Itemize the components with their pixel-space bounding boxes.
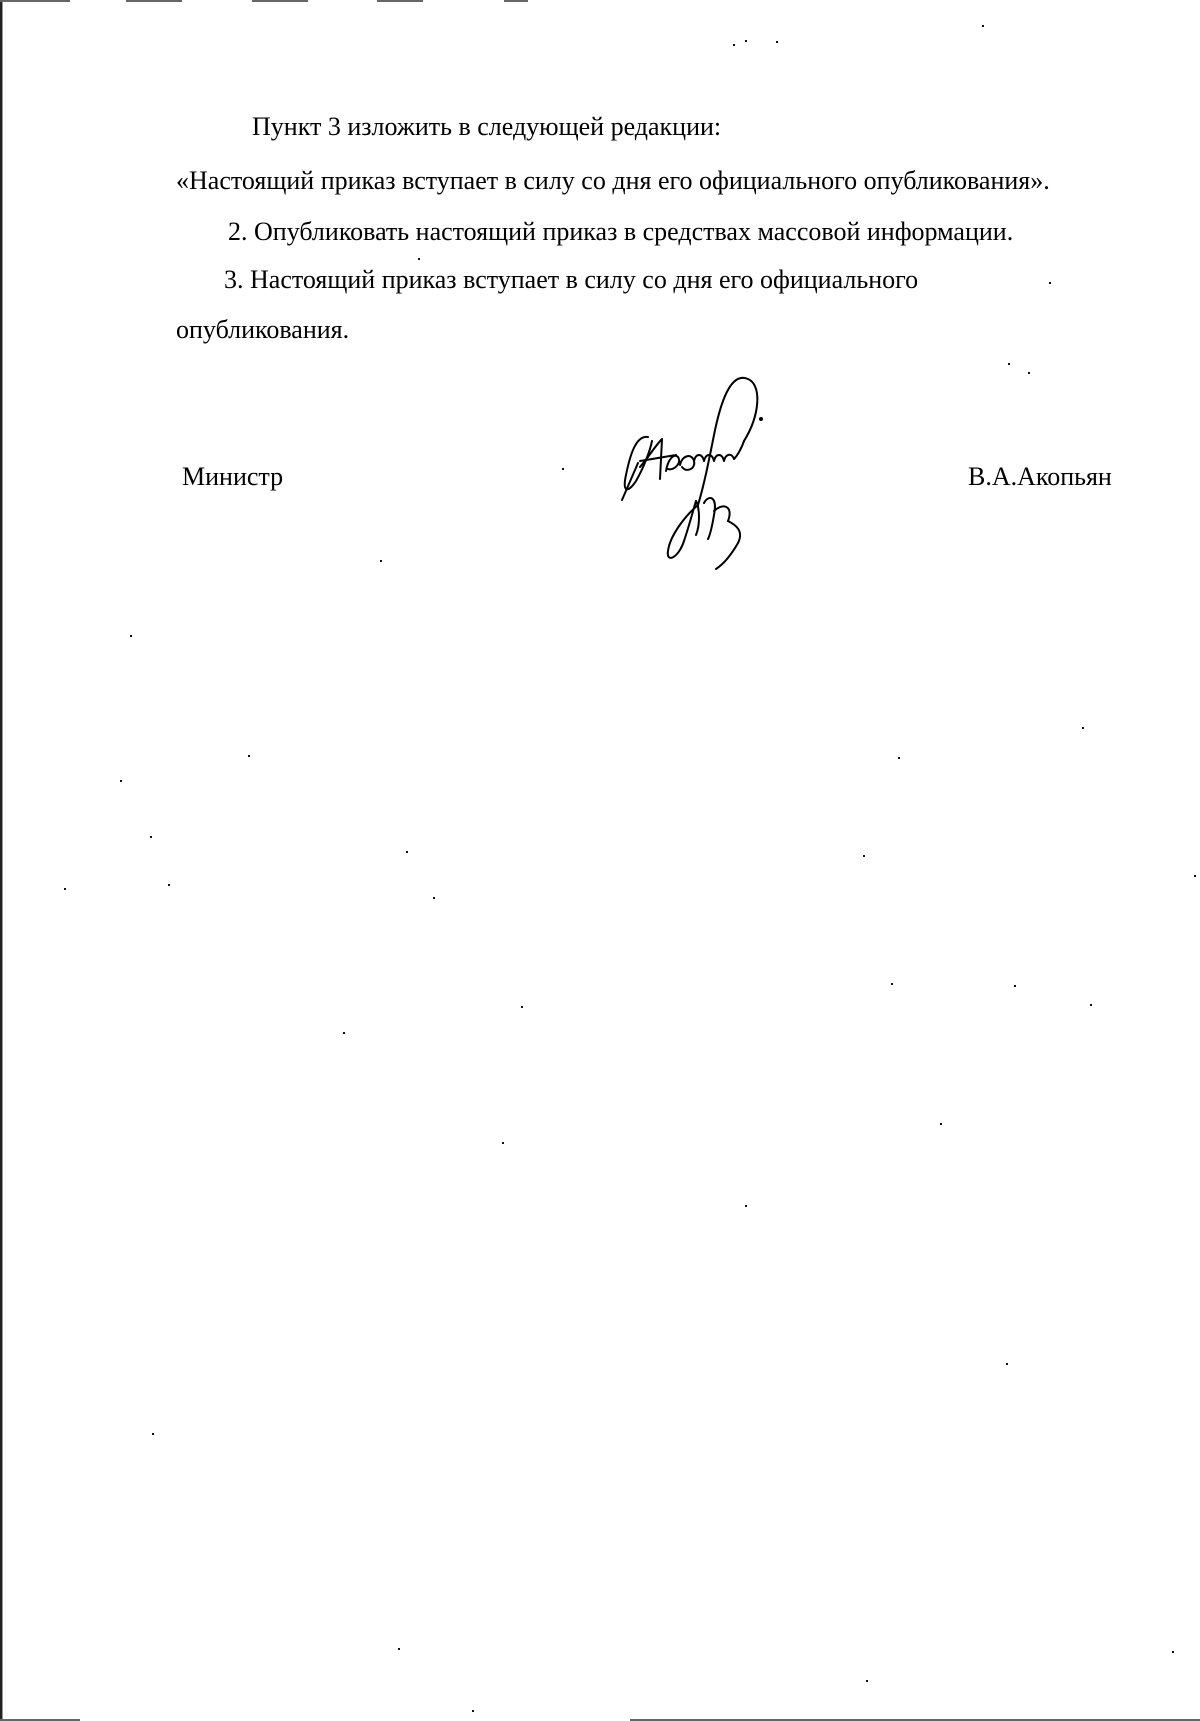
scan-speck xyxy=(898,757,900,759)
scan-speck xyxy=(1082,727,1084,729)
paragraph-amendment-quote: «Настоящий приказ вступает в силу со дня его официального опубликования». xyxy=(176,166,1050,195)
scan-speck xyxy=(168,884,170,886)
scan-speck xyxy=(1028,372,1030,374)
scan-speck xyxy=(745,40,747,42)
scan-artifact-top xyxy=(504,0,528,2)
scan-speck xyxy=(406,851,408,853)
scan-speck xyxy=(152,1433,154,1435)
scan-speck xyxy=(248,755,250,757)
scan-speck xyxy=(64,888,66,890)
scan-artifact-top xyxy=(126,0,182,2)
paragraph-item-2: 2. Опубликовать настоящий приказ в средствах массовой информации. xyxy=(228,217,1014,246)
paragraph-amendment-intro: Пункт 3 изложить в следующей редакции: xyxy=(252,112,722,141)
scan-speck xyxy=(891,983,893,985)
signatory-position: Министр xyxy=(182,462,284,491)
scan-speck xyxy=(866,1680,868,1682)
handwritten-signature-icon xyxy=(610,375,790,570)
scan-speck xyxy=(863,855,865,857)
scan-speck xyxy=(745,1205,747,1207)
scan-artifact-top xyxy=(0,0,70,2)
scan-edge-left-shadow xyxy=(2,0,3,1721)
scan-speck xyxy=(1194,875,1196,877)
scan-speck xyxy=(1006,1363,1008,1365)
scan-speck xyxy=(120,780,122,782)
scan-speck xyxy=(418,258,420,260)
scan-speck xyxy=(982,25,984,27)
scan-artifact-top xyxy=(377,0,423,2)
scan-speck xyxy=(150,836,152,838)
scan-speck xyxy=(1008,363,1010,365)
scan-speck xyxy=(776,41,778,43)
scan-speck xyxy=(1090,1004,1092,1006)
scan-speck xyxy=(1014,985,1016,987)
signatory-name: В.А.Акопьян xyxy=(968,462,1112,491)
scan-speck xyxy=(472,1710,474,1712)
scan-speck xyxy=(940,1123,942,1125)
scan-speck xyxy=(1172,1651,1174,1653)
scan-speck xyxy=(433,897,435,899)
scan-speck xyxy=(380,560,382,562)
scan-artifact-top xyxy=(252,0,308,2)
scan-speck xyxy=(130,635,132,637)
scan-speck xyxy=(562,468,564,470)
scan-speck xyxy=(521,1006,523,1008)
paragraph-item-3: 3. Настоящий приказ вступает в силу со дня его официального xyxy=(224,265,919,294)
scan-speck xyxy=(398,1648,400,1650)
scan-speck xyxy=(502,1142,504,1144)
scan-speck xyxy=(1049,282,1051,284)
scan-speck xyxy=(343,1032,345,1034)
paragraph-item-3-continued: опубликования. xyxy=(176,315,350,344)
scan-speck xyxy=(733,44,735,46)
